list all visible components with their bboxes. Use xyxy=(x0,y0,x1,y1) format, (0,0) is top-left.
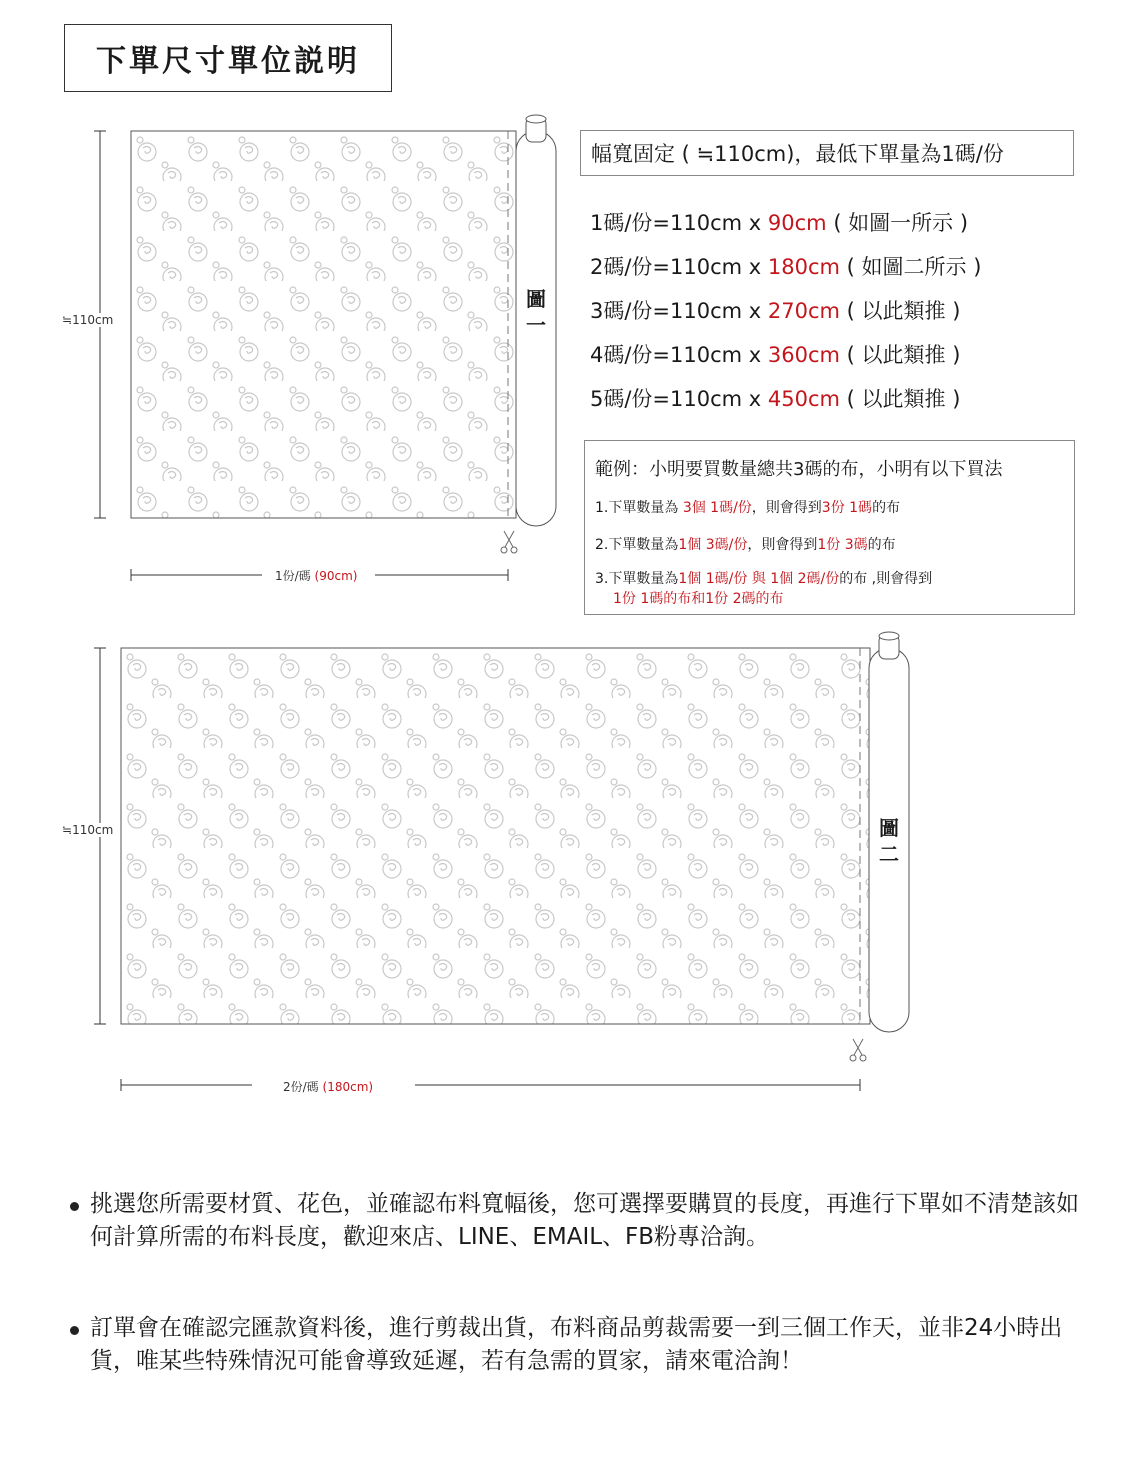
example-heading: 範例：小明要買數量總共3碼的布，小明有以下買法 xyxy=(595,459,1003,480)
fabric-sheet-1 xyxy=(131,131,516,518)
note-text: 訂單會在確認完匯款資料後，進行剪裁出貨，布料商品剪裁需要一到三個工作天，並非24小時出貨，唯某些特殊情況可能會導致延遲，若有急需的買家，請來電洽詢！ xyxy=(90,1315,1063,1374)
quantity-line: 4碼/份=110cm x 360cm ( 以此類推 ) xyxy=(590,343,961,367)
quantity-line: 3碼/份=110cm x 270cm ( 以此類推 ) xyxy=(590,299,961,323)
example-box xyxy=(584,440,1075,615)
quantity-line: 1碼/份=110cm x 90cm ( 如圖一所示 ) xyxy=(590,211,969,235)
length-dimension-2 xyxy=(121,1079,860,1091)
bullet-icon xyxy=(70,1202,79,1211)
example-line-3: 3.下單數量為1個 1碼/份 與 1個 2碼/份的布 ,則會得到 xyxy=(595,571,933,587)
width-label-2: ≒110cm xyxy=(62,823,114,837)
note-item-1 xyxy=(70,1188,1080,1254)
length-label-2: 2份/碼 (180cm) xyxy=(283,1080,374,1094)
width-label-1: ≒110cm xyxy=(62,313,114,327)
fabric-sheet-2 xyxy=(121,648,870,1024)
scissors-icon xyxy=(501,531,517,553)
example-line-1: 1.下單數量為 3個 1碼/份，則會得到3份 1碼的布 xyxy=(595,500,901,516)
length-label-1: 1份/碼 (90cm) xyxy=(275,569,358,583)
bullet-icon xyxy=(70,1326,79,1335)
example-line-2: 2.下單數量為1個 3碼/份，則會得到1份 3碼的布 xyxy=(595,537,896,553)
figure-1-label: 圖 一 xyxy=(526,287,546,337)
quantity-line: 2碼/份=110cm x 180cm ( 如圖二所示 ) xyxy=(590,255,982,279)
width-spec-box: 幅寬固定 ( ≒110cm)，最低下單量為1碼/份 xyxy=(580,130,1074,176)
quantity-line: 5碼/份=110cm x 450cm ( 以此類推 ) xyxy=(590,387,961,411)
scissors-icon-2 xyxy=(850,1039,866,1061)
note-item-2 xyxy=(70,1312,1080,1378)
example-line-3-continued: 1份 1碼的布和1份 2碼的布 xyxy=(613,591,784,607)
page-title: 下單尺寸單位説明 xyxy=(64,24,392,92)
note-text: 挑選您所需要材質、花色，並確認布料寬幅後，您可選擇要購買的長度，再進行下單如不清楚該如何計算所需的布料長度，歡迎來店、LINE、EMAIL、FB粉專洽詢。 xyxy=(90,1191,1079,1250)
figure-2-label: 圖 二 xyxy=(879,816,899,866)
